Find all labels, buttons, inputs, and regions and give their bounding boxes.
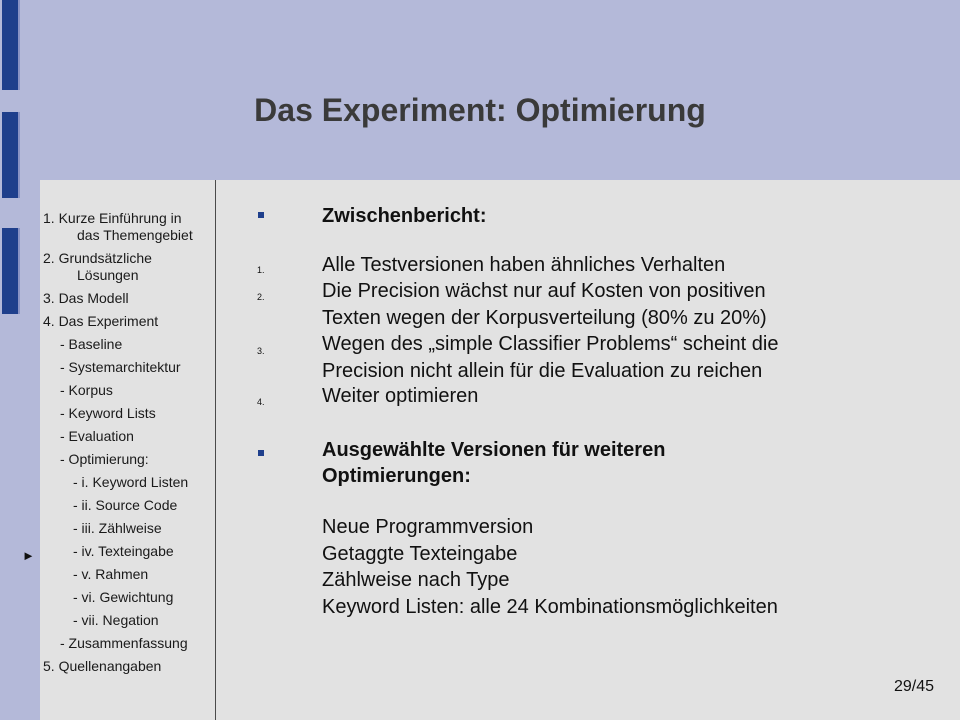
- list-number: 2.: [257, 292, 265, 302]
- nav-item-optimierung[interactable]: - Optimierung:: [60, 451, 149, 467]
- nav-item-gewichtung[interactable]: - vi. Gewichtung: [73, 589, 174, 605]
- bullet-square-icon: [258, 450, 264, 456]
- list-number: 1.: [257, 265, 265, 275]
- list-item: Keyword Listen: alle 24 Kombinationsmöglichkeiten: [322, 595, 778, 618]
- nav-item-texteingabe[interactable]: - iv. Texteingabe: [73, 543, 174, 559]
- nav-item-zusammenfassung[interactable]: - Zusammenfassung: [60, 635, 188, 651]
- nav-item-negation[interactable]: - vii. Negation: [73, 612, 159, 628]
- nav-item-keyword-listen[interactable]: - i. Keyword Listen: [73, 474, 189, 490]
- nav-item-modell[interactable]: 3. Das Modell: [43, 290, 129, 306]
- list-item: Getaggte Texteingabe: [322, 542, 518, 565]
- nav-item-einfuehrung[interactable]: 1. Kurze Einführung in das Themengebiet: [43, 210, 193, 243]
- decor-stripe-3: [2, 228, 20, 314]
- list-item: Neue Programmversion: [322, 516, 534, 538]
- list-item: Weiter optimieren: [322, 385, 479, 407]
- slide-title: Das Experiment: Optimierung: [254, 92, 706, 128]
- nav-item-korpus[interactable]: - Korpus: [60, 382, 113, 398]
- nav-item-zaehlweise[interactable]: - iii. Zählweise: [73, 520, 162, 536]
- current-section-arrow-icon: ►: [22, 548, 35, 563]
- list-number: 4.: [257, 397, 265, 407]
- nav-item-loesungen[interactable]: 2. Grundsätzliche Lösungen: [43, 250, 152, 283]
- nav-item-experiment[interactable]: 4. Das Experiment: [43, 313, 159, 329]
- nav-item-source-code[interactable]: - ii. Source Code: [73, 497, 178, 513]
- nav-item-evaluation[interactable]: - Evaluation: [60, 428, 134, 444]
- decor-stripe-1: [2, 0, 20, 90]
- nav-item-quellenangaben[interactable]: 5. Quellenangaben: [43, 658, 162, 674]
- nav-item-systemarchitektur[interactable]: - Systemarchitektur: [60, 359, 181, 375]
- sidebar-nav: [40, 180, 216, 720]
- header-band: [0, 0, 960, 180]
- heading-zwischenbericht: Zwischenbericht:: [322, 205, 487, 227]
- version-list: [322, 514, 778, 620]
- bullet-square-icon: [258, 212, 264, 218]
- list-item: Zählweise nach Type: [322, 569, 510, 591]
- heading-ausgewaehlte-versionen: Ausgewählte Versionen für weiteren Optimierungen:: [322, 439, 666, 487]
- list-item: Alle Testversionen haben ähnliches Verhalten: [322, 254, 726, 276]
- nav-item-baseline[interactable]: - Baseline: [60, 336, 123, 352]
- nav-item-keyword-lists[interactable]: - Keyword Lists: [60, 405, 156, 421]
- nav-item-rahmen[interactable]: - v. Rahmen: [73, 566, 149, 582]
- list-item: Die Precision wächst nur auf Kosten von positiven Texten wegen der Korpusverteilung (80% zu 20%): [322, 280, 767, 329]
- list-number: 3.: [257, 346, 265, 356]
- page-number: 29/45: [893, 678, 934, 695]
- nav-list: [43, 210, 193, 681]
- list-item: Wegen des „simple Classifier Problems“ scheint die Precision nicht allein für die Evaluation zu reichen: [322, 333, 779, 382]
